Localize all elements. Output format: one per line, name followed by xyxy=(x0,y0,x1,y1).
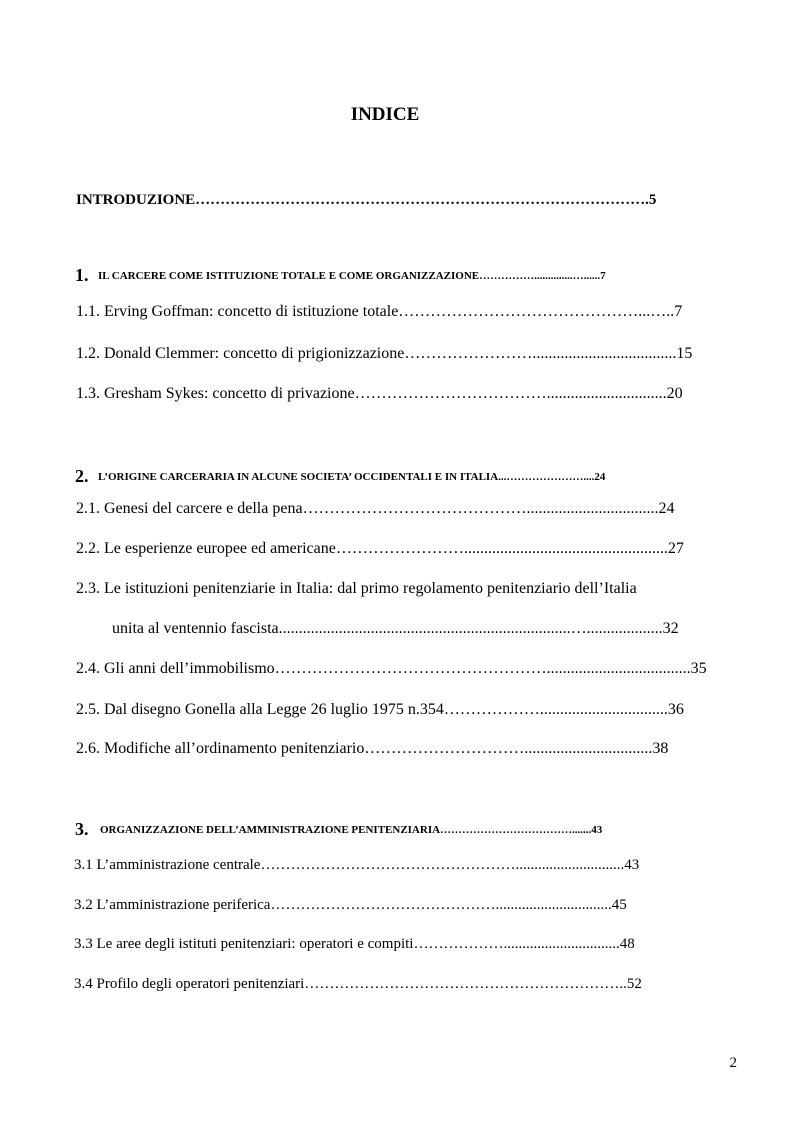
toc-entry-2-2: 2.2. Le esperienze europee ed americane……………………...................................................27 xyxy=(76,540,684,557)
toc-entry-3-4: 3.4 Profilo degli operatori penitenziari………………………………………………………..52 xyxy=(74,976,642,992)
chapter-number-1: 1. xyxy=(75,265,89,285)
toc-entry-1-3: 1.3. Gresham Sykes: concetto di privazione………………………………..............................20 xyxy=(76,385,683,402)
page-title: INDICE xyxy=(350,104,420,125)
toc-chapter-2: L’ORIGINE CARCERARIA IN ALCUNE SOCIETA’ OCCIDENTALI E IN ITALIA...…………………....24 xyxy=(98,471,606,483)
toc-entry-3-2: 3.2 L’amministrazione periferica………………………………………...............................45 xyxy=(74,897,627,913)
toc-entry-2-1: 2.1. Genesi del carcere e della pena…………………………………….................................24 xyxy=(76,500,675,517)
chapter-number-3: 3. xyxy=(75,819,89,839)
toc-entry-2-4: 2.4. Gli anni dell’immobilismo……………………………………………....................................35 xyxy=(76,660,707,677)
toc-entry-3-1: 3.1 L’amministrazione centrale…………………………………………….............................43 xyxy=(74,857,640,873)
toc-entry-2-5: 2.5. Dal disegno Gonella alla Legge 26 luglio 1975 n.354………………................................36 xyxy=(76,701,684,718)
toc-entry-2-3-continued: unita al ventennio fascista.........................................................................…...................32 xyxy=(112,620,679,637)
toc-entry-2-3: 2.3. Le istituzioni penitenziarie in Italia: dal primo regolamento penitenziario dell’Italia xyxy=(76,580,637,597)
toc-entry-1-1: 1.1. Erving Goffman: concetto di istituzione totale………………………………………...…..7 xyxy=(76,303,683,320)
toc-entry-1-2: 1.2. Donald Clemmer: concetto di prigionizzazione……………………....................................15 xyxy=(76,345,693,362)
toc-entry-introduzione: INTRODUZIONE……………………………………………………………………………….5 xyxy=(76,192,657,208)
toc-chapter-1: IL CARCERE COME ISTITUZIONE TOTALE E COME ORGANIZZAZIONE……………..............…......7 xyxy=(98,270,606,282)
page-number: 2 xyxy=(729,1055,737,1071)
toc-entry-2-6: 2.6. Modifiche all’ordinamento penitenziario…………………………................................38 xyxy=(76,740,669,757)
chapter-number-2: 2. xyxy=(75,466,89,486)
toc-chapter-3: ORGANIZZAZIONE DELL’AMMINISTRAZIONE PENITENZIARIA……………………………….......43 xyxy=(100,824,603,836)
toc-entry-3-3: 3.3 Le aree degli istituti penitenziari: operatori e compiti………………...............................48 xyxy=(74,936,635,952)
